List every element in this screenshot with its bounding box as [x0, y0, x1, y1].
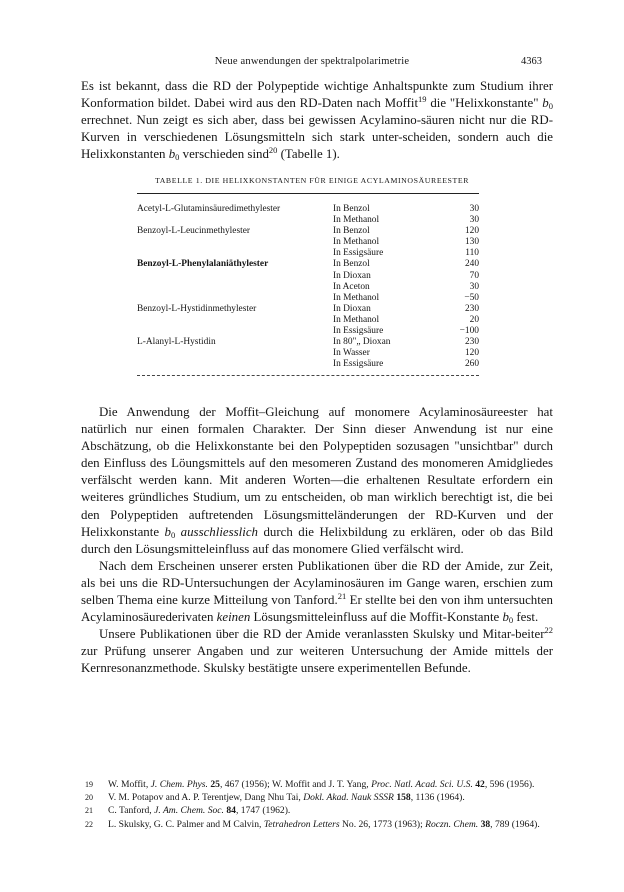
- intro-paragraph: Es ist bekannt, dass die RD der Polypeptide wichtige Anhaltspunkte zum Studium ihrer Konformation bildet. Dabei wird aus den RD-Daten nach Moffit$^{19}$ die "Helixkonstante" $b_0$ errechnet. Nun zeigt es sich aber, dass bei gewissen Acylamino-säuren nicht nur die RD-Kurven in verschiedenen Lösungsmitteln sich stark unter-scheiden, sondern auch die Helixkonstanten $b_0$ verschieden sind$^{20}$ (Tabelle 1).: [81, 79, 553, 163]
- paragraph-tanford: Nach dem Erscheinen unserer ersten Publikationen über die RD der Amide, zur Zeit, als bei uns die RD-Untersuchungen der Acylaminosäuren im Gange waren, erschien zum selben Thema eine kurze Mitteilung von Tanford.$^{21}$ Er stellte bei den von ihm untersuchten Acylaminosäurederivaten keinen Lösungsmitteleinfluss auf die Moffit-Konstante $b_0$ fest.: [81, 558, 553, 626]
- helix-constant-cell: 120: [464, 348, 479, 359]
- helix-constant-cell: 240: [464, 259, 479, 270]
- helix-constant-cell: −50: [464, 292, 479, 303]
- compound-cell: L-Alanyl-L-Hystidin: [137, 337, 216, 348]
- solvent-cell: In 80"„ Dioxan: [333, 337, 391, 348]
- solvent-cell: In Benzol: [333, 226, 370, 237]
- helix-constant-cell: 260: [464, 359, 479, 370]
- footnote-20: 20 V. M. Potapov and A. P. Terentjew, Dang Nhu Tai, Dokl. Akad. Nauk SSSR 158, 1136 (1964).: [85, 792, 465, 804]
- footnote-22: 22 L. Skulsky, G. C. Palmer and M Calvin, Tetrahedron Letters No. 26, 1773 (1963); Roczn. Chem. 38, 789 (1964).: [85, 818, 540, 830]
- solvent-cell: In Dioxan: [333, 303, 371, 314]
- table-row: [137, 304, 479, 315]
- table-row: [137, 204, 479, 215]
- solvent-cell: In Dioxan: [333, 270, 371, 281]
- table-row: [137, 226, 479, 237]
- helix-constant-cell: 70: [469, 270, 479, 281]
- solvent-cell: In Aceton: [333, 281, 370, 292]
- table-row: [137, 315, 479, 326]
- footnote-21: 21 C. Tanford, J. Am. Chem. Soc. 84, 1747 (1962).: [85, 805, 291, 817]
- paragraph-skulsky: Unsere Publikationen über die RD der Amide veranlassten Skulsky und Mitar-beiter$^{22}$ zur Prüfung unserer Angaben und zur weiteren Untersuchung der Amide mittels der Kernresonanzmethode. Skulsky bestätigte unsere experimentellen Befunde.: [81, 625, 553, 676]
- table-row: [137, 359, 479, 370]
- helix-constants-table: [137, 204, 479, 370]
- helix-constant-cell: 130: [464, 237, 479, 248]
- table-row: [137, 248, 479, 259]
- citation-21[interactable]: 21: [337, 591, 347, 602]
- citation-20[interactable]: 20: [268, 145, 278, 156]
- solvent-cell: In Methanol: [333, 215, 380, 226]
- table-row: [137, 282, 479, 293]
- footnote-number: 19: [85, 780, 93, 789]
- table-row: [137, 271, 479, 282]
- solvent-cell: In Wasser: [333, 348, 370, 359]
- running-head: [0, 56, 624, 70]
- page-number: 4363: [521, 56, 542, 67]
- footnote-number: 22: [85, 819, 93, 829]
- solvent-cell: In Methanol: [333, 292, 380, 303]
- table-row: [137, 215, 479, 226]
- compound-cell: Benzoyl-L-Hystidinmethylester: [137, 303, 257, 314]
- footnotes: [81, 778, 553, 831]
- table-top-rule: [137, 193, 479, 194]
- table-row: [137, 259, 479, 270]
- paragraph-moffit-application: Die Anwendung der Moffit–Gleichung auf monomere Acylaminosäureester hat natürlich nur einen formalen Charakter. Der Sinn dieser Anwendung ist nur eine Abschätzung, ob die Helixkonstante bei den Polypeptiden sozusagen "unsichtbar" durch den Einfluss des Löungsmittels auf den mesomeren Zustand des monomeren Amidgliedes verfälscht werden kann. Mit anderen Worten—die erhaltenen Resultate erfordern ein weiteres gründliches Studium, um zu entscheiden, ob man wirklich berechtigt ist, die bei den Polypeptiden auftretenden Lösungsmitteländerungen der RD-Kurven und der Helixkonstante $b_0$ ausschliesslich durch die Helixbildung zu erklären, oder ob das Bild durch den Lösungsmitteleinfluss auf das monomere Glied verfälscht wird.: [81, 405, 553, 556]
- solvent-cell: In Essigsäure: [333, 248, 384, 259]
- solvent-cell: In Benzol: [333, 204, 370, 214]
- table-row: [137, 337, 479, 348]
- footnote-number: 20: [85, 793, 93, 803]
- compound-cell: Acetyl-L-Glutaminsäuredimethylester: [137, 204, 281, 214]
- table-row: [137, 326, 479, 337]
- solvent-cell: In Methanol: [333, 314, 380, 325]
- helix-constant-cell: 120: [464, 226, 479, 237]
- helix-constant-cell: 110: [465, 248, 479, 259]
- running-head-title: Neue anwendungen der spektralpolarimetrie: [214, 56, 410, 67]
- solvent-cell: In Essigsäure: [333, 359, 384, 370]
- helix-constant-cell: 230: [464, 337, 479, 348]
- table-row: [137, 348, 479, 359]
- solvent-cell: In Methanol: [333, 237, 380, 248]
- table-bottom-rule: [137, 375, 479, 376]
- helix-constant-cell: 30: [469, 204, 479, 214]
- compound-cell: Benzoyl-L-Leucinmethylester: [137, 226, 250, 237]
- helix-constant-cell: 230: [464, 303, 479, 314]
- helix-constant-cell: 30: [469, 215, 479, 226]
- table-row: [137, 293, 479, 304]
- helix-constant-cell: −100: [459, 326, 479, 337]
- citation-19[interactable]: 19: [418, 94, 427, 105]
- table-row: [137, 237, 479, 248]
- solvent-cell: In Benzol: [333, 259, 370, 270]
- footnote-number: 21: [85, 806, 93, 816]
- compound-cell: Benzoyl-L-Phenylalaniäthylester: [137, 259, 269, 270]
- solvent-cell: In Essigsäure: [333, 326, 384, 337]
- body-paragraphs: [81, 404, 553, 678]
- helix-constant-cell: 20: [469, 314, 479, 325]
- citation-22[interactable]: 22: [544, 625, 553, 636]
- footnote-19: 19 W. Moffit, J. Chem. Phys. 25, 467 (1956); W. Moffit and J. T. Yang, Proc. Natl. Acad. Sci. U.S. 42, 596 (1956).: [85, 779, 535, 790]
- table-caption: TABELLE 1. DIE HELIXKONSTANTEN FÜR EINIGE ACYLAMINOSÄUREESTER: [154, 176, 470, 185]
- helix-constant-cell: 30: [469, 281, 479, 292]
